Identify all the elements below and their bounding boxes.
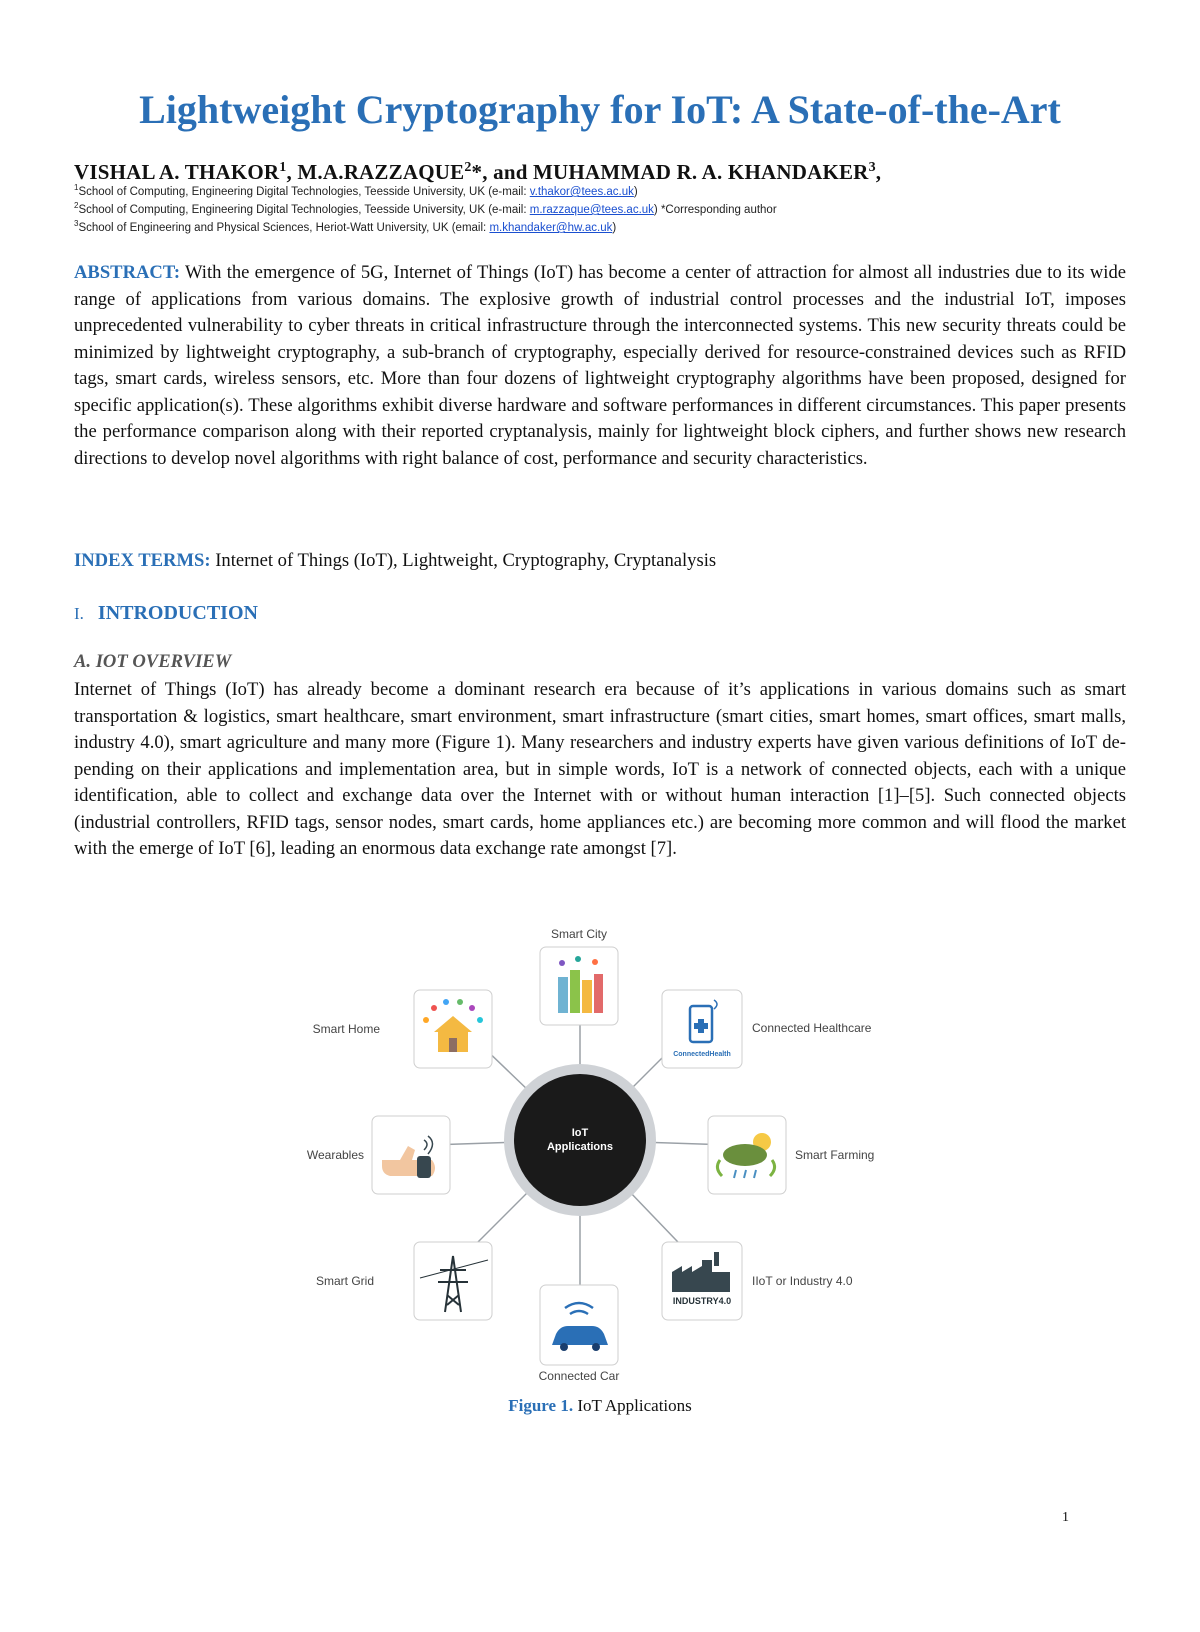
center-label-2: Applications (546, 1141, 614, 1153)
node-label: Connected Healthcare (752, 1021, 872, 1035)
affiliation-sup: 3 (74, 219, 79, 228)
index-terms (74, 548, 1126, 575)
author-2: M.A.RAZZAQUE (297, 160, 465, 184)
abstract (74, 260, 1126, 472)
section-heading (74, 602, 258, 625)
abstract-label: ABSTRACT: (74, 262, 181, 283)
author-1: VISHAL A. THAKOR (74, 160, 280, 184)
affiliation-text: School of Computing, Engineering Digital Technologies, Teesside University, UK (e-mail: (78, 185, 530, 198)
author-separator: , and (482, 160, 534, 184)
affiliation-2 (74, 201, 777, 216)
affiliation-tail: ) (612, 221, 617, 234)
author-trailing-comma: , (875, 160, 882, 184)
author-3-sup: 3 (868, 160, 876, 175)
node-label: Smart Home (312, 1022, 380, 1036)
email-link-thakor[interactable]: v.thakor@tees.ac.uk (529, 185, 634, 198)
subsection-heading: A. IOT OVERVIEW (74, 651, 232, 672)
figure-caption (0, 1396, 1200, 1416)
email-link-khandaker[interactable]: m.khandaker@hw.ac.uk (489, 221, 613, 234)
node-label: Wearables (306, 1148, 364, 1162)
paper-title: Lightweight Cryptography for IoT: A State-of-the-Art (139, 87, 1061, 132)
affiliation-1 (74, 183, 638, 198)
node-smart-home (313, 990, 492, 1068)
node-smart-city (540, 927, 618, 1025)
node-label: Smart City (550, 927, 608, 941)
figure-caption-text: IoT Applications (573, 1396, 692, 1415)
node-label: IIoT or Industry 4.0 (752, 1274, 853, 1288)
page-number: 1 (1062, 1510, 1069, 1525)
section-title: INTRODUCTION (97, 602, 258, 624)
affiliation-tail: ) (633, 185, 638, 198)
node-frame (540, 1285, 618, 1365)
affiliation-3 (74, 219, 616, 234)
affiliation-text: School of Computing, Engineering Digital Technologies, Teesside University, UK (e-mail: (78, 203, 530, 216)
corresponding-star: * (471, 160, 483, 184)
node-industry (662, 1242, 853, 1320)
iot-applications-figure (300, 920, 900, 1390)
industry-logo-text: INDUSTRY4.0 (672, 1296, 732, 1306)
author-3: MUHAMMAD R. A. KHANDAKER (533, 160, 869, 184)
affiliation-text: School of Engineering and Physical Sciences, Heriot-Watt University, UK (email: (78, 221, 490, 234)
section-number: I. (74, 604, 84, 623)
node-label: Connected Car (538, 1369, 620, 1383)
affiliation-sup: 2 (74, 201, 79, 210)
node-label: Smart Grid (315, 1274, 374, 1288)
affiliation-tail: ) *Corresponding author (653, 203, 777, 216)
center-label-1: IoT (571, 1127, 589, 1139)
node-connected-car (539, 1285, 620, 1383)
index-terms-label: INDEX TERMS: (74, 550, 211, 571)
abstract-text: With the emergence of 5G, Internet of Things (IoT) has become a center of attraction for almost all industries due to its wide range of applications from various domains. The explosive growth of industrial control processes and the industrial IoT, imposes unprecedented vulnerability to cyber threats in critical infrastructure through the interconnected systems. This new security threats could be minimized by lightweight cryptography, a sub-branch of cryptography, especially derived for resource-constrained devices such as RFID tags, smart cards, wireless sensors, etc. More than four dozens of lightweight cryptography algorithms have been proposed, designed for specific application(s). These algorithms exhibit diverse hardware and software performances in different circumstances. This paper presents the performance comparison along with their reported cryptanalysis, mainly for lightweight block ciphers, and further shows new research directions to develop novel algorithms with right balance of cost, performance and security characteristics. (74, 262, 1126, 469)
author-2-sup: 2 (464, 160, 472, 175)
node-smart-grid (316, 1242, 492, 1320)
node-smart-farming (708, 1116, 874, 1194)
affiliation-sup: 1 (74, 183, 79, 192)
email-link-razzaque[interactable]: m.razzaque@tees.ac.uk (529, 203, 654, 216)
node-wearables (307, 1116, 450, 1194)
author-1-sup: 1 (279, 160, 287, 175)
author-separator: , (286, 160, 298, 184)
figure-caption-label: Figure 1. (508, 1396, 574, 1415)
intro-paragraph: Internet of Things (IoT) has already become a dominant research era because of it’s applications in various domains such as smart transportation & logistics, smart healthcare, smart environment, smart infrastructure (smart cities, smart homes, smart offices, smart malls, industry 4.0), smart agriculture and many more (Figure 1). Many researchers and industry experts have given various definitions of IoT de- pending on their applications and implementation area, but in simple words, IoT is a network of connected objects, each with a unique identification, able to collect and exchange data over the Internet with or without human interaction [1]–[5]. Such connected objects (industrial controllers, RFID tags, sensor nodes, smart cards, home appliances etc.) are becoming more common and will flood the market with the emerge of IoT [6], leading an enormous data exchange rate amongst [7]. (74, 679, 1126, 859)
connected-health-logo-text: ConnectedHealth (673, 1051, 731, 1058)
author-list (74, 160, 881, 185)
center-circle (514, 1074, 646, 1206)
index-terms-text: Internet of Things (IoT), Lightweight, Cryptography, Cryptanalysis (210, 550, 717, 571)
node-label: Smart Farming (795, 1148, 875, 1162)
node-healthcare (662, 990, 872, 1068)
